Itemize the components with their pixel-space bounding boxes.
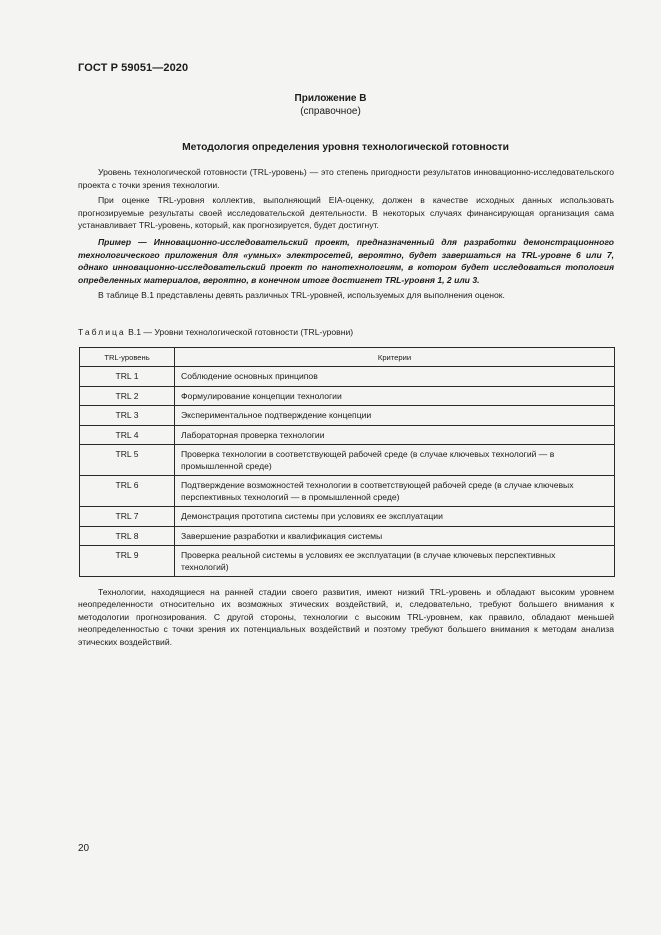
appendix-heading (0, 92, 661, 118)
example-paragraph (78, 236, 614, 286)
criteria-cell: Подтверждение возможностей технологии в соответствующей рабочей среде (в случае ключевых перспективных технологий — в промышленной среде) (175, 476, 615, 507)
table-header-row (80, 348, 615, 367)
table-row (80, 526, 615, 546)
example-label: Пример (98, 236, 132, 247)
header-criteria: Критерии (175, 348, 615, 367)
trl-level-cell: TRL 1 (80, 367, 175, 387)
paragraph: При оценке TRL-уровня коллектив, выполняющий EIA-оценку, должен в качестве исходных данных использовать прогнозируемые результаты своей исследовательской деятельности. В некоторых случаях финансирующая организация сама устанавливает TRL-уровень, который, как прогнозируется, будет достигнут. (78, 195, 614, 231)
table-row (80, 406, 615, 426)
trl-level-cell: TRL 9 (80, 546, 175, 577)
table-caption-word: Таблица (78, 327, 126, 337)
appendix-subtitle: (справочное) (300, 106, 361, 117)
trl-level-cell: TRL 6 (80, 476, 175, 507)
paragraph: Уровень технологической готовности (TRL-уровень) — это степень пригодности результатов инновационно-исследовательского проекта с точки зрения технологии. (78, 167, 614, 190)
criteria-cell: Завершение разработки и квалификация системы (175, 526, 615, 546)
body-text (78, 166, 614, 305)
table-row (80, 425, 615, 445)
criteria-cell: Лабораторная проверка технологии (175, 425, 615, 445)
trl-table (79, 347, 615, 577)
closing-paragraph: Технологии, находящиеся на ранней стадии своего развития, имеют низкий TRL-уровень и обладают высоким уровнем неопределенности относительно их возможных этических воздействий, и, следовательно, требуют большего внимания к методологии прогнозирования. С другой стороны, технологии с высоким TRL-уровнем, как правило, обладают меньшей неопределенностью с точки зрения их потенциальных воздействий и поэтому требуют большего внимания к методам анализа этических воздействий. (78, 587, 614, 647)
trl-level-cell: TRL 7 (80, 507, 175, 527)
table-row (80, 386, 615, 406)
trl-level-cell: TRL 3 (80, 406, 175, 426)
trl-level-cell: TRL 8 (80, 526, 175, 546)
standard-header: ГОСТ Р 59051—2020 (78, 62, 189, 74)
table-row (80, 367, 615, 387)
criteria-cell: Проверка технологии в соответствующей рабочей среде (в случае ключевых технологий — в промышленной среде) (175, 445, 615, 476)
criteria-cell: Демонстрация прототипа системы при условиях ее эксплуатации (175, 507, 615, 527)
criteria-cell: Проверка реальной системы в условиях ее эксплуатации (в случае ключевых перспективных технологий) (175, 546, 615, 577)
table-row (80, 507, 615, 527)
criteria-cell: Экспериментальное подтверждение концепции (175, 406, 615, 426)
criteria-cell: Формулирование концепции технологии (175, 386, 615, 406)
table-row (80, 546, 615, 577)
table-intro: В таблице В.1 представлены девять различных TRL-уровней, используемых для выполнения оценок. (98, 290, 505, 301)
trl-level-cell: TRL 4 (80, 425, 175, 445)
trl-level-cell: TRL 2 (80, 386, 175, 406)
appendix-title: Приложение В (294, 93, 367, 104)
table-caption-text: В.1 — Уровни технологической готовности (TRL-уровни) (128, 327, 354, 337)
example-text: — Инновационно-исследовательский проект, предназначенный для разработки демонстрационного технологического приложения для «умных» электросетей, вероятно, будет завершаться на TRL-уровне 6 или 7, однако инновационно-исследовательский проект по нанотехнологиям, в котором будет исследоваться топология определенных материалов, вероятно, в конечном итоге достигнет TRL-уровня 1, 2 или 3. (78, 236, 614, 285)
page-number: 20 (78, 843, 90, 854)
section-title: Методология определения уровня технологической готовности (182, 142, 509, 153)
table-row (80, 445, 615, 476)
trl-level-cell: TRL 5 (80, 445, 175, 476)
criteria-cell: Соблюдение основных принципов (175, 367, 615, 387)
table-row (80, 476, 615, 507)
header-level: TRL-уровень (80, 348, 175, 367)
closing-text (78, 586, 614, 648)
table-caption (78, 327, 353, 337)
